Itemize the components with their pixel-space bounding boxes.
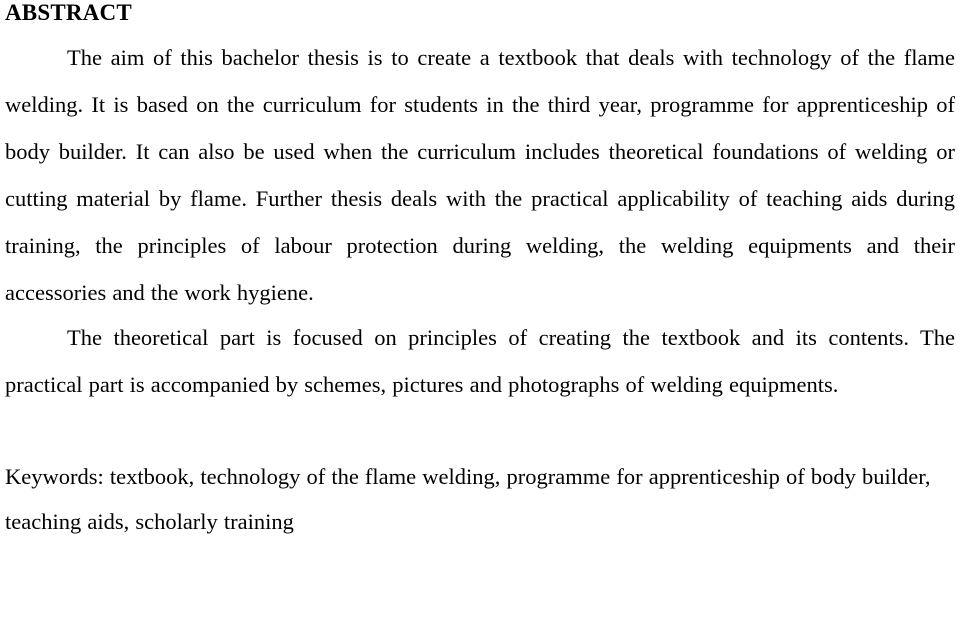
abstract-heading: ABSTRACT <box>5 0 132 25</box>
document-page <box>5 0 955 544</box>
abstract-paragraph-1: The aim of this bachelor thesis is to create a textbook that deals with technology of the flame welding. It is based on the curriculum for students in the third year, programme for apprenticeship of body builder. It can also be used when the curriculum includes theoretical foundations of welding or cutting material by flame. Further thesis deals with the practical applicability of teaching aids during training, the principles of labour protection during welding, the welding equipments and their accessories and the work hygiene. <box>5 45 955 305</box>
abstract-paragraph-2: The theoretical part is focused on principles of creating the textbook and its contents. The practical part is accompanied by schemes, pictures and photographs of welding equipments. <box>5 325 955 397</box>
keywords-line: Keywords: textbook, technology of the flame welding, programme for apprenticeship of body builder, teaching aids, scholarly training <box>5 464 931 534</box>
